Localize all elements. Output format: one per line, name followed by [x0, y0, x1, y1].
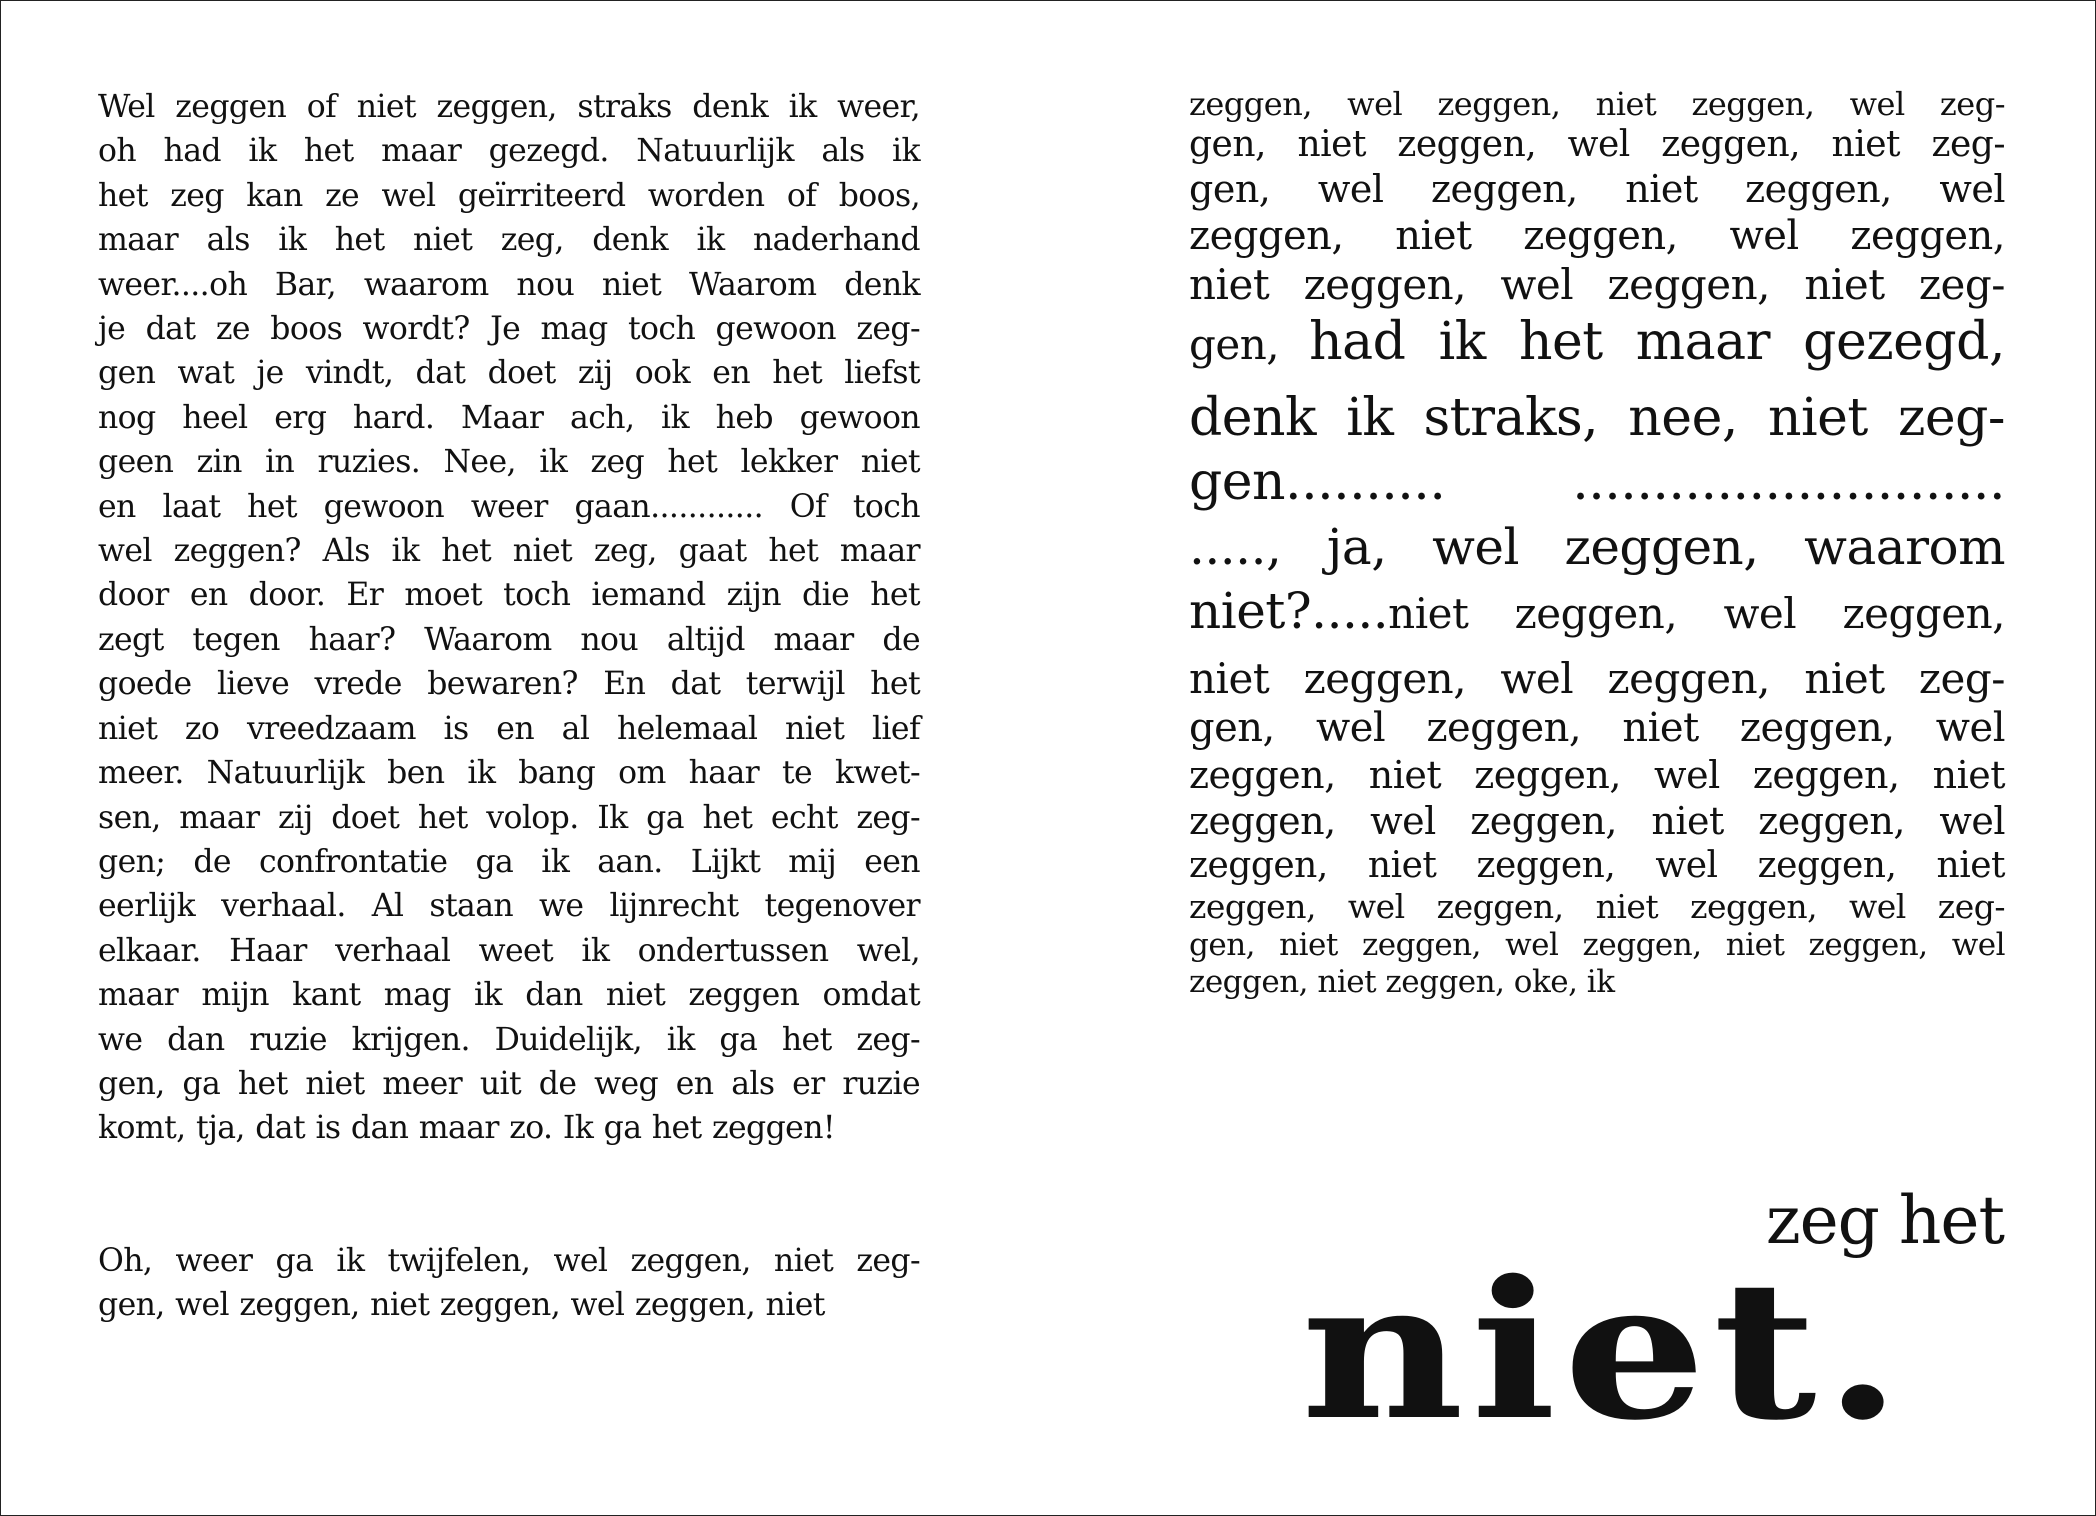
paragraph-1: [98, 85, 920, 1151]
line-part: gen..........: [1189, 452, 1446, 512]
line-part: ...........................: [1572, 452, 2005, 512]
text-line: nog heel erg hard. Maar ach, ik heb gewoon: [98, 399, 920, 436]
text-line: het zeg kan ze wel geïrriteerd worden of boos,: [98, 177, 920, 214]
text-line: oh had ik het maar gezegd. Natuurlijk als ik: [98, 133, 920, 170]
text-line: niet zeggen, wel zeggen, niet zeg-: [1189, 654, 2005, 703]
text-line: en laat het gewoon weer gaan............ Of toch: [98, 488, 920, 525]
text-line: zeggen, niet zeggen, oke, ik: [1189, 964, 1615, 1000]
text-line: meer. Natuurlijk ben ik bang om haar te kwet-: [98, 755, 920, 792]
text-line: zeggen, wel zeggen, niet zeggen, wel zeg-: [1189, 887, 2005, 926]
paragraph-2: [98, 1239, 920, 1328]
text-line: komt, tja, dat is dan maar zo. Ik ga het zeggen!: [98, 1110, 835, 1147]
text-line: zegt tegen haar? Waarom nou altijd maar de: [98, 621, 920, 658]
text-line: zeggen, wel zeggen, niet zeggen, wel zeg-: [1189, 85, 2005, 123]
text-line: denk ik straks, nee, niet zeg-: [1189, 388, 2005, 448]
text-line: gen, niet zeggen, wel zeggen, niet zeggen, wel: [1189, 927, 2005, 963]
text-line: [1189, 450, 2005, 514]
text-line: gen, wel zeggen, niet zeggen, wel: [1189, 167, 2005, 211]
text-line: zeggen, wel zeggen, niet zeggen, wel: [1189, 799, 2005, 843]
text-line: wel zeggen? Als ik het niet zeg, gaat het maar: [98, 533, 920, 570]
left-page: [98, 85, 920, 1328]
text-line: geen zin in ruzies. Nee, ik zeg het lekker niet: [98, 444, 920, 481]
text-line: gen, ga het niet meer uit de weg en als er ruzie: [98, 1065, 920, 1102]
text-line: gen, niet zeggen, wel zeggen, niet zeg-: [1189, 124, 2005, 165]
text-line: door en door. Er moet toch iemand zijn die het: [98, 577, 920, 614]
text-line: gen; de confrontatie ga ik aan. Lijkt mij een: [98, 843, 920, 880]
text-line: Oh, weer ga ik twijfelen, wel zeggen, niet zeg-: [98, 1242, 920, 1279]
text-line: niet zo vreedzaam is en al helemaal niet lief: [98, 710, 920, 747]
text-line: zeggen, niet zeggen, wel zeggen, niet: [1189, 753, 2005, 797]
text-line: we dan ruzie krijgen. Duidelijk, ik ga het zeg-: [98, 1021, 920, 1058]
text-line: zeggen, niet zeggen, wel zeggen, niet: [1189, 845, 2005, 886]
text-line: goede lieve vrede bewaren? En dat terwijl het: [98, 666, 920, 703]
text-line: eerlijk verhaal. Al staan we lijnrecht tegenover: [98, 888, 920, 925]
text-line: maar mijn kant mag ik dan niet zeggen omdat: [98, 977, 920, 1014]
emphasis-phrase: had ik het maar gezegd,: [1309, 312, 2005, 372]
closing-phrase: zeg het: [1765, 1182, 2004, 1259]
text-line: [1189, 580, 2005, 654]
text-line: zeggen, niet zeggen, wel zeggen,: [1189, 213, 2005, 259]
text-line: gen, wel zeggen, niet zeggen, wel zeggen, niet: [98, 1287, 825, 1324]
closing-word: niet.: [1301, 1239, 1909, 1462]
text-line: elkaar. Haar verhaal weet ik ondertussen wel,: [98, 932, 920, 969]
text-line: je dat ze boos wordt? Je mag toch gewoon zeg-: [98, 311, 920, 348]
text-line: maar als ik het niet zeg, denk ik naderhand: [98, 222, 920, 259]
text-line: gen wat je vindt, dat doet zij ook en het liefst: [98, 355, 920, 392]
text-line: [1189, 310, 2005, 386]
text-line: gen, wel zeggen, niet zeggen, wel: [1189, 705, 2005, 751]
text-line: weer....oh Bar, waarom nou niet Waarom denk: [98, 266, 920, 303]
text-line: Wel zeggen of niet zeggen, straks denk ik weer,: [98, 89, 920, 125]
text-line: sen, maar zij doet het volop. Ik ga het echt zeg-: [98, 799, 920, 836]
line-part: niet?.....: [1189, 582, 1389, 640]
text-line: niet zeggen, wel zeggen, niet zeg-: [1189, 260, 2005, 309]
line-prefix: gen,: [1189, 320, 1310, 369]
text-line: ....., ja, wel zeggen, waarom: [1189, 518, 2005, 576]
line-part: niet zeggen, wel zeggen,: [1388, 589, 2005, 638]
right-page: [1189, 85, 2005, 1001]
